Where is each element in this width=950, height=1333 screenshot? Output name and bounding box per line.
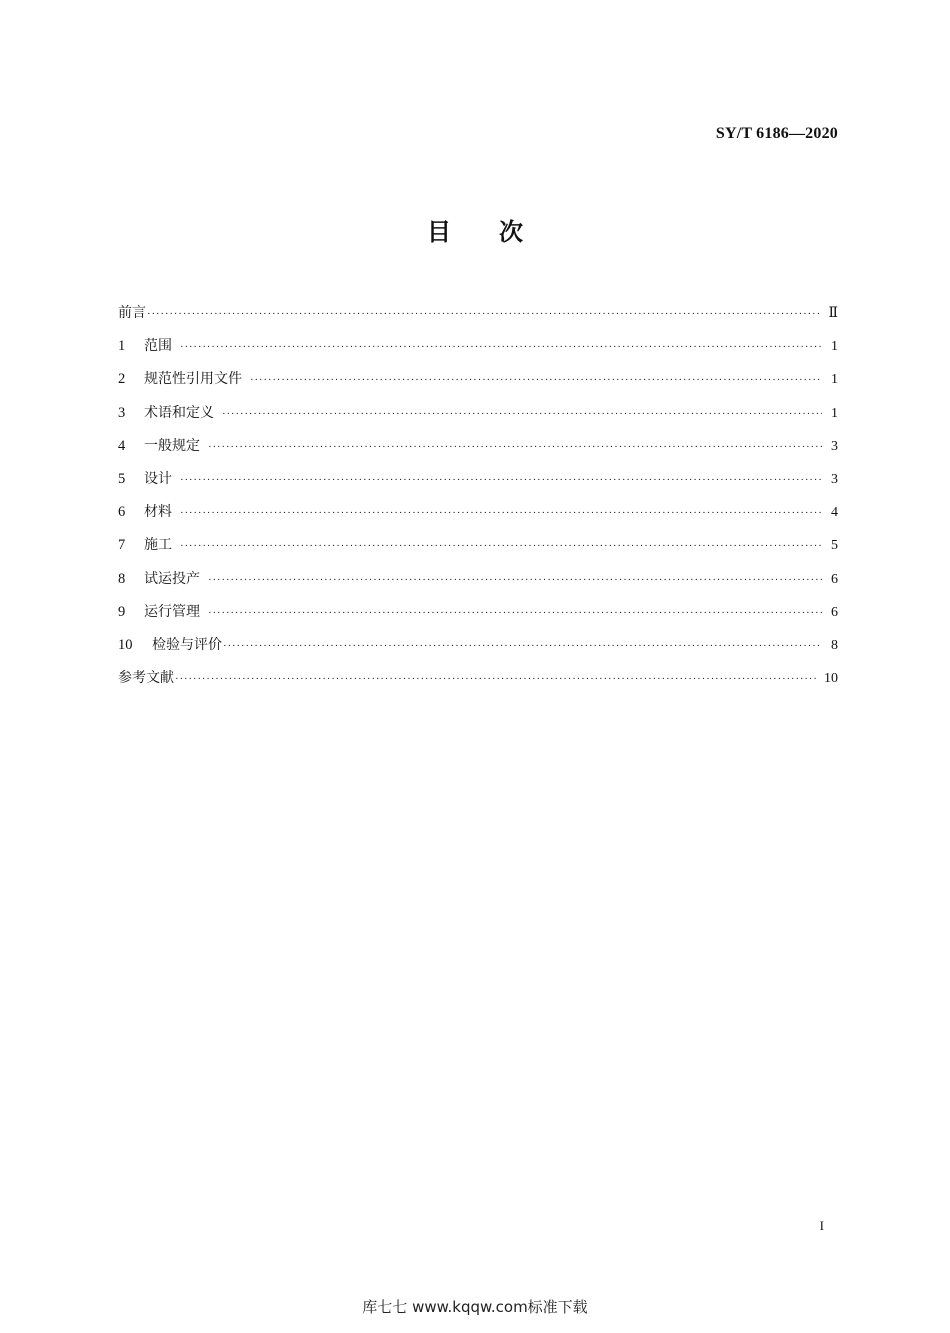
toc-entry-number: 8 bbox=[118, 570, 126, 587]
toc-entry-page: 1 bbox=[831, 339, 838, 355]
toc-leader bbox=[147, 302, 822, 326]
toc-entry-number: 6 bbox=[118, 504, 126, 521]
toc-entry-label: 运行管理 bbox=[144, 603, 200, 620]
toc-leader bbox=[180, 335, 822, 359]
toc-entry-number: 5 bbox=[118, 470, 126, 487]
toc-entry-commissioning[interactable] bbox=[118, 567, 838, 600]
toc-entry-foreword[interactable] bbox=[118, 301, 838, 334]
toc-heading-char-2: 次 bbox=[499, 218, 523, 246]
toc-leader bbox=[223, 634, 822, 658]
toc-entry-number: 4 bbox=[118, 437, 126, 454]
toc-leader bbox=[208, 568, 822, 592]
toc-entry-number: 1 bbox=[118, 338, 126, 355]
toc-leader bbox=[208, 435, 822, 459]
toc-entry-page: 3 bbox=[831, 471, 838, 487]
toc-leader bbox=[208, 601, 822, 625]
toc-entry-scope[interactable] bbox=[118, 334, 838, 367]
toc-entry-number: 2 bbox=[118, 371, 126, 388]
toc-entry-label: 试运投产 bbox=[144, 570, 200, 587]
toc-entry-page: 5 bbox=[831, 538, 838, 554]
toc-entry-materials[interactable] bbox=[118, 500, 838, 533]
toc-heading bbox=[0, 212, 950, 247]
table-of-contents bbox=[118, 301, 838, 699]
page-number: I bbox=[819, 1218, 824, 1233]
toc-entry-label: 规范性引用文件 bbox=[144, 371, 242, 388]
toc-entry-page: Ⅱ bbox=[828, 306, 838, 321]
toc-entry-page: 8 bbox=[831, 637, 838, 653]
toc-entry-page: 3 bbox=[831, 438, 838, 454]
toc-leader bbox=[250, 368, 822, 392]
toc-entry-terms[interactable] bbox=[118, 401, 838, 434]
toc-entry-label: 检验与评价 bbox=[152, 636, 222, 653]
toc-heading-char-1: 目 bbox=[427, 218, 451, 246]
toc-entry-number: 7 bbox=[118, 537, 126, 554]
toc-entry-page: 1 bbox=[831, 372, 838, 388]
toc-leader bbox=[180, 468, 822, 492]
toc-entry-bibliography[interactable] bbox=[118, 666, 838, 699]
toc-leader bbox=[180, 501, 822, 525]
toc-entry-label: 设计 bbox=[144, 470, 172, 487]
toc-entry-label: 术语和定义 bbox=[144, 404, 214, 421]
toc-entry-inspection[interactable] bbox=[118, 633, 838, 666]
toc-entry-label: 材料 bbox=[144, 504, 172, 521]
toc-entry-label: 范围 bbox=[144, 338, 172, 355]
toc-entry-design[interactable] bbox=[118, 467, 838, 500]
toc-entry-number: 10 bbox=[118, 636, 133, 653]
standard-code: SY/T 6186—2020 bbox=[715, 125, 838, 142]
toc-leader bbox=[175, 667, 818, 691]
toc-entry-page: 6 bbox=[831, 571, 838, 587]
toc-entry-label: 参考文献 bbox=[118, 670, 174, 687]
toc-entry-normative-references[interactable] bbox=[118, 367, 838, 400]
toc-entry-operation[interactable] bbox=[118, 600, 838, 633]
toc-entry-label: 施工 bbox=[144, 537, 172, 554]
toc-leader bbox=[222, 402, 822, 426]
toc-entry-general[interactable] bbox=[118, 434, 838, 467]
toc-entry-page: 10 bbox=[824, 671, 838, 687]
toc-entry-number: 9 bbox=[118, 603, 126, 620]
toc-entry-page: 6 bbox=[831, 604, 838, 620]
toc-entry-construction[interactable] bbox=[118, 533, 838, 566]
toc-entry-page: 1 bbox=[831, 405, 838, 421]
toc-leader bbox=[180, 534, 822, 558]
download-watermark: 库七七 www.kqqw.com标准下载 bbox=[362, 1298, 588, 1316]
toc-entry-label: 前言 bbox=[118, 305, 146, 321]
toc-entry-page: 4 bbox=[831, 505, 838, 521]
toc-entry-label: 一般规定 bbox=[144, 437, 200, 454]
toc-entry-number: 3 bbox=[118, 404, 126, 421]
